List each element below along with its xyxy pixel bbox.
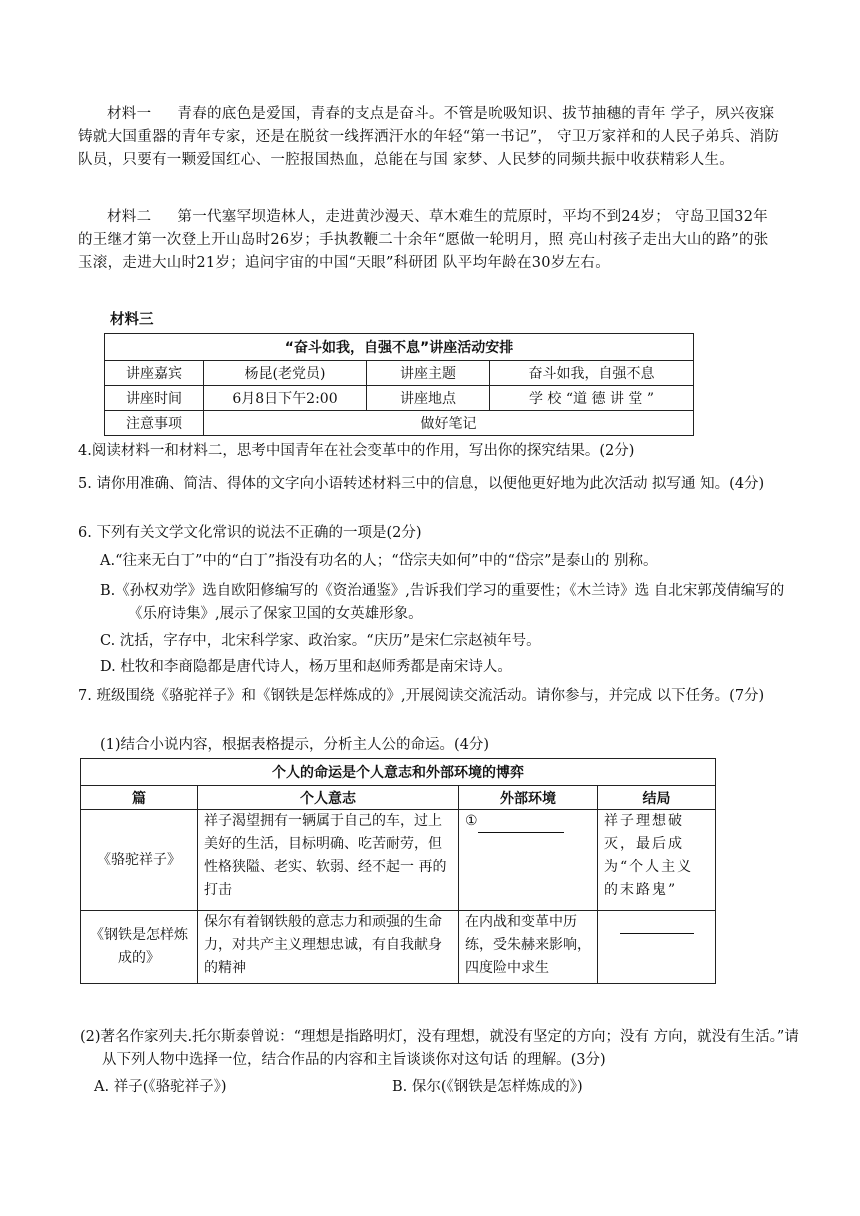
material-two-text: 第一代塞罕坝造林人，走进黄沙漫天、草木难生的荒原时，平均不到24岁； 守岛卫国32年的王继才第一次登上开山岛时26岁；手执教鞭二十余年“愿做一轮明月，照 亮山村孩子走出大山的路”的张玉滚，走进大山时21岁；追问宇宙的中国“天眼”科研团 队平均年龄在30岁左右。 <box>78 209 769 271</box>
question-4: 4.阅读材料一和材料二，思考中国青年在社会变革中的作用，写出你的探究结果。(2分) <box>78 443 635 459</box>
header-will: 个人意志 <box>198 786 459 810</box>
header-ending: 结局 <box>598 786 716 810</box>
note-value: 做好笔记 <box>204 411 694 436</box>
q7-2-option-a: A. 祥子(《骆驼祥子》) <box>94 1079 227 1095</box>
material-two <box>78 206 780 275</box>
will-cell: 保尔有着钢铁般的意志力和顽强的生命力，对共产主义理想忠诚，有自我献身的精神 <box>198 911 459 984</box>
guest-label: 讲座嘉宾 <box>105 361 204 386</box>
lecture-table-title: “奋斗如我，自强不息”讲座活动安排 <box>105 334 694 361</box>
book-cell: 《钢铁是怎样炼成的》 <box>81 911 198 984</box>
topic-label: 讲座主题 <box>367 361 490 386</box>
header-environment: 外部环境 <box>459 786 598 810</box>
q6-option-d: D. 杜牧和李商隐都是唐代诗人，杨万里和赵师秀都是南宋诗人。 <box>100 659 512 675</box>
table-row <box>81 810 716 911</box>
answer-blank[interactable] <box>478 818 564 833</box>
question-7: 7. 班级围绕《骆驼祥子》和《钢铁是怎样炼成的》,开展阅读交流活动。请你参与，并完成 以下任务。(7分) <box>78 688 765 704</box>
ending-cell: 祥子理想破灭，最后成为“个人主义的末路鬼” <box>598 810 716 911</box>
q6-option-a: A.“往来无白丁”中的“白丁”指没有功名的人；“岱宗夫如何”中的“岱宗”是泰山的 别称。 <box>100 553 658 569</box>
table-row <box>105 411 694 436</box>
fate-table <box>80 758 716 984</box>
table-row <box>105 386 694 411</box>
material-one-text: 青春的底色是爱国，青春的支点是奋斗。不管是吮吸知识、拔节抽穗的青年 学子，夙兴夜寐铸就大国重器的青年专家，还是在脱贫一线挥洒汗水的年轻“第一书记”， 守卫万家祥和的人民子弟兵、消防队员，只要有一颗爱国红心、一腔报国热血，总能在与国 家梦、人民梦的同频共振中收获精彩人生。 <box>78 106 780 168</box>
place-label: 讲座地点 <box>367 386 490 411</box>
note-label: 注意事项 <box>105 411 204 436</box>
material-three-label: 材料三 <box>110 312 154 328</box>
question-7-1: (1)结合小说内容，根据表格提示，分析主人公的命运。(4分) <box>100 737 490 753</box>
time-value: 6月8日下午2:00 <box>204 386 367 411</box>
question-6: 6. 下列有关文学文化常识的说法不正确的一项是(2分) <box>78 525 422 541</box>
environment-cell <box>459 810 598 911</box>
guest-value: 杨昆(老党员) <box>204 361 367 386</box>
material-one <box>78 103 780 172</box>
material-two-label: 材料二 <box>107 209 152 225</box>
environment-marker: ① <box>465 813 478 829</box>
question-5: 5. 请你用准确、简洁、得体的文字向小语转述材料三中的信息，以便他更好地为此次活动 拟写通 知。(4分) <box>78 476 765 492</box>
lecture-table <box>104 333 694 436</box>
table-row <box>81 911 716 984</box>
answer-blank[interactable] <box>620 919 694 934</box>
ending-cell <box>598 911 716 984</box>
environment-cell: 在内战和变革中历练，受朱赫来影响，四度险中求生 <box>459 911 598 984</box>
table-row <box>105 361 694 386</box>
topic-value: 奋斗如我，自强不息 <box>490 361 694 386</box>
material-one-label: 材料一 <box>107 106 152 122</box>
fate-table-title: 个人的命运是个人意志和外部环境的博弈 <box>81 759 716 786</box>
q6-option-c: C. 沈括，字存中，北宋科学家、政治家。“庆历”是宋仁宗赵祯年号。 <box>100 633 541 649</box>
question-7-2: (2)著名作家列夫.托尔斯泰曾说：“理想是指路明灯，没有理想，就没有坚定的方向；没有 方向，就没有生活。”请从下列人物中选择一位，结合作品的内容和主旨谈谈你对这句话 的理解。(3分) <box>80 1029 799 1068</box>
q6-option-b: B.《孙权劝学》选自欧阳修编写的《资治通鉴》,告诉我们学习的重要性；《木兰诗》选 自北宋郭茂倩编写的《乐府诗集》,展示了保家卫国的女英雄形象。 <box>100 583 785 622</box>
will-cell: 祥子渴望拥有一辆属于自己的车，过上美好的生活，目标明确、吃苦耐劳，但性格狭隘、老实、软弱、经不起一 再的打击 <box>198 810 459 911</box>
q7-2-option-b: B. 保尔(《钢铁是怎样炼成的》) <box>392 1079 583 1095</box>
header-book: 篇 <box>81 786 198 810</box>
place-value: 学 校 “道 德 讲 堂 ” <box>490 386 694 411</box>
book-cell: 《骆驼祥子》 <box>81 810 198 911</box>
time-label: 讲座时间 <box>105 386 204 411</box>
